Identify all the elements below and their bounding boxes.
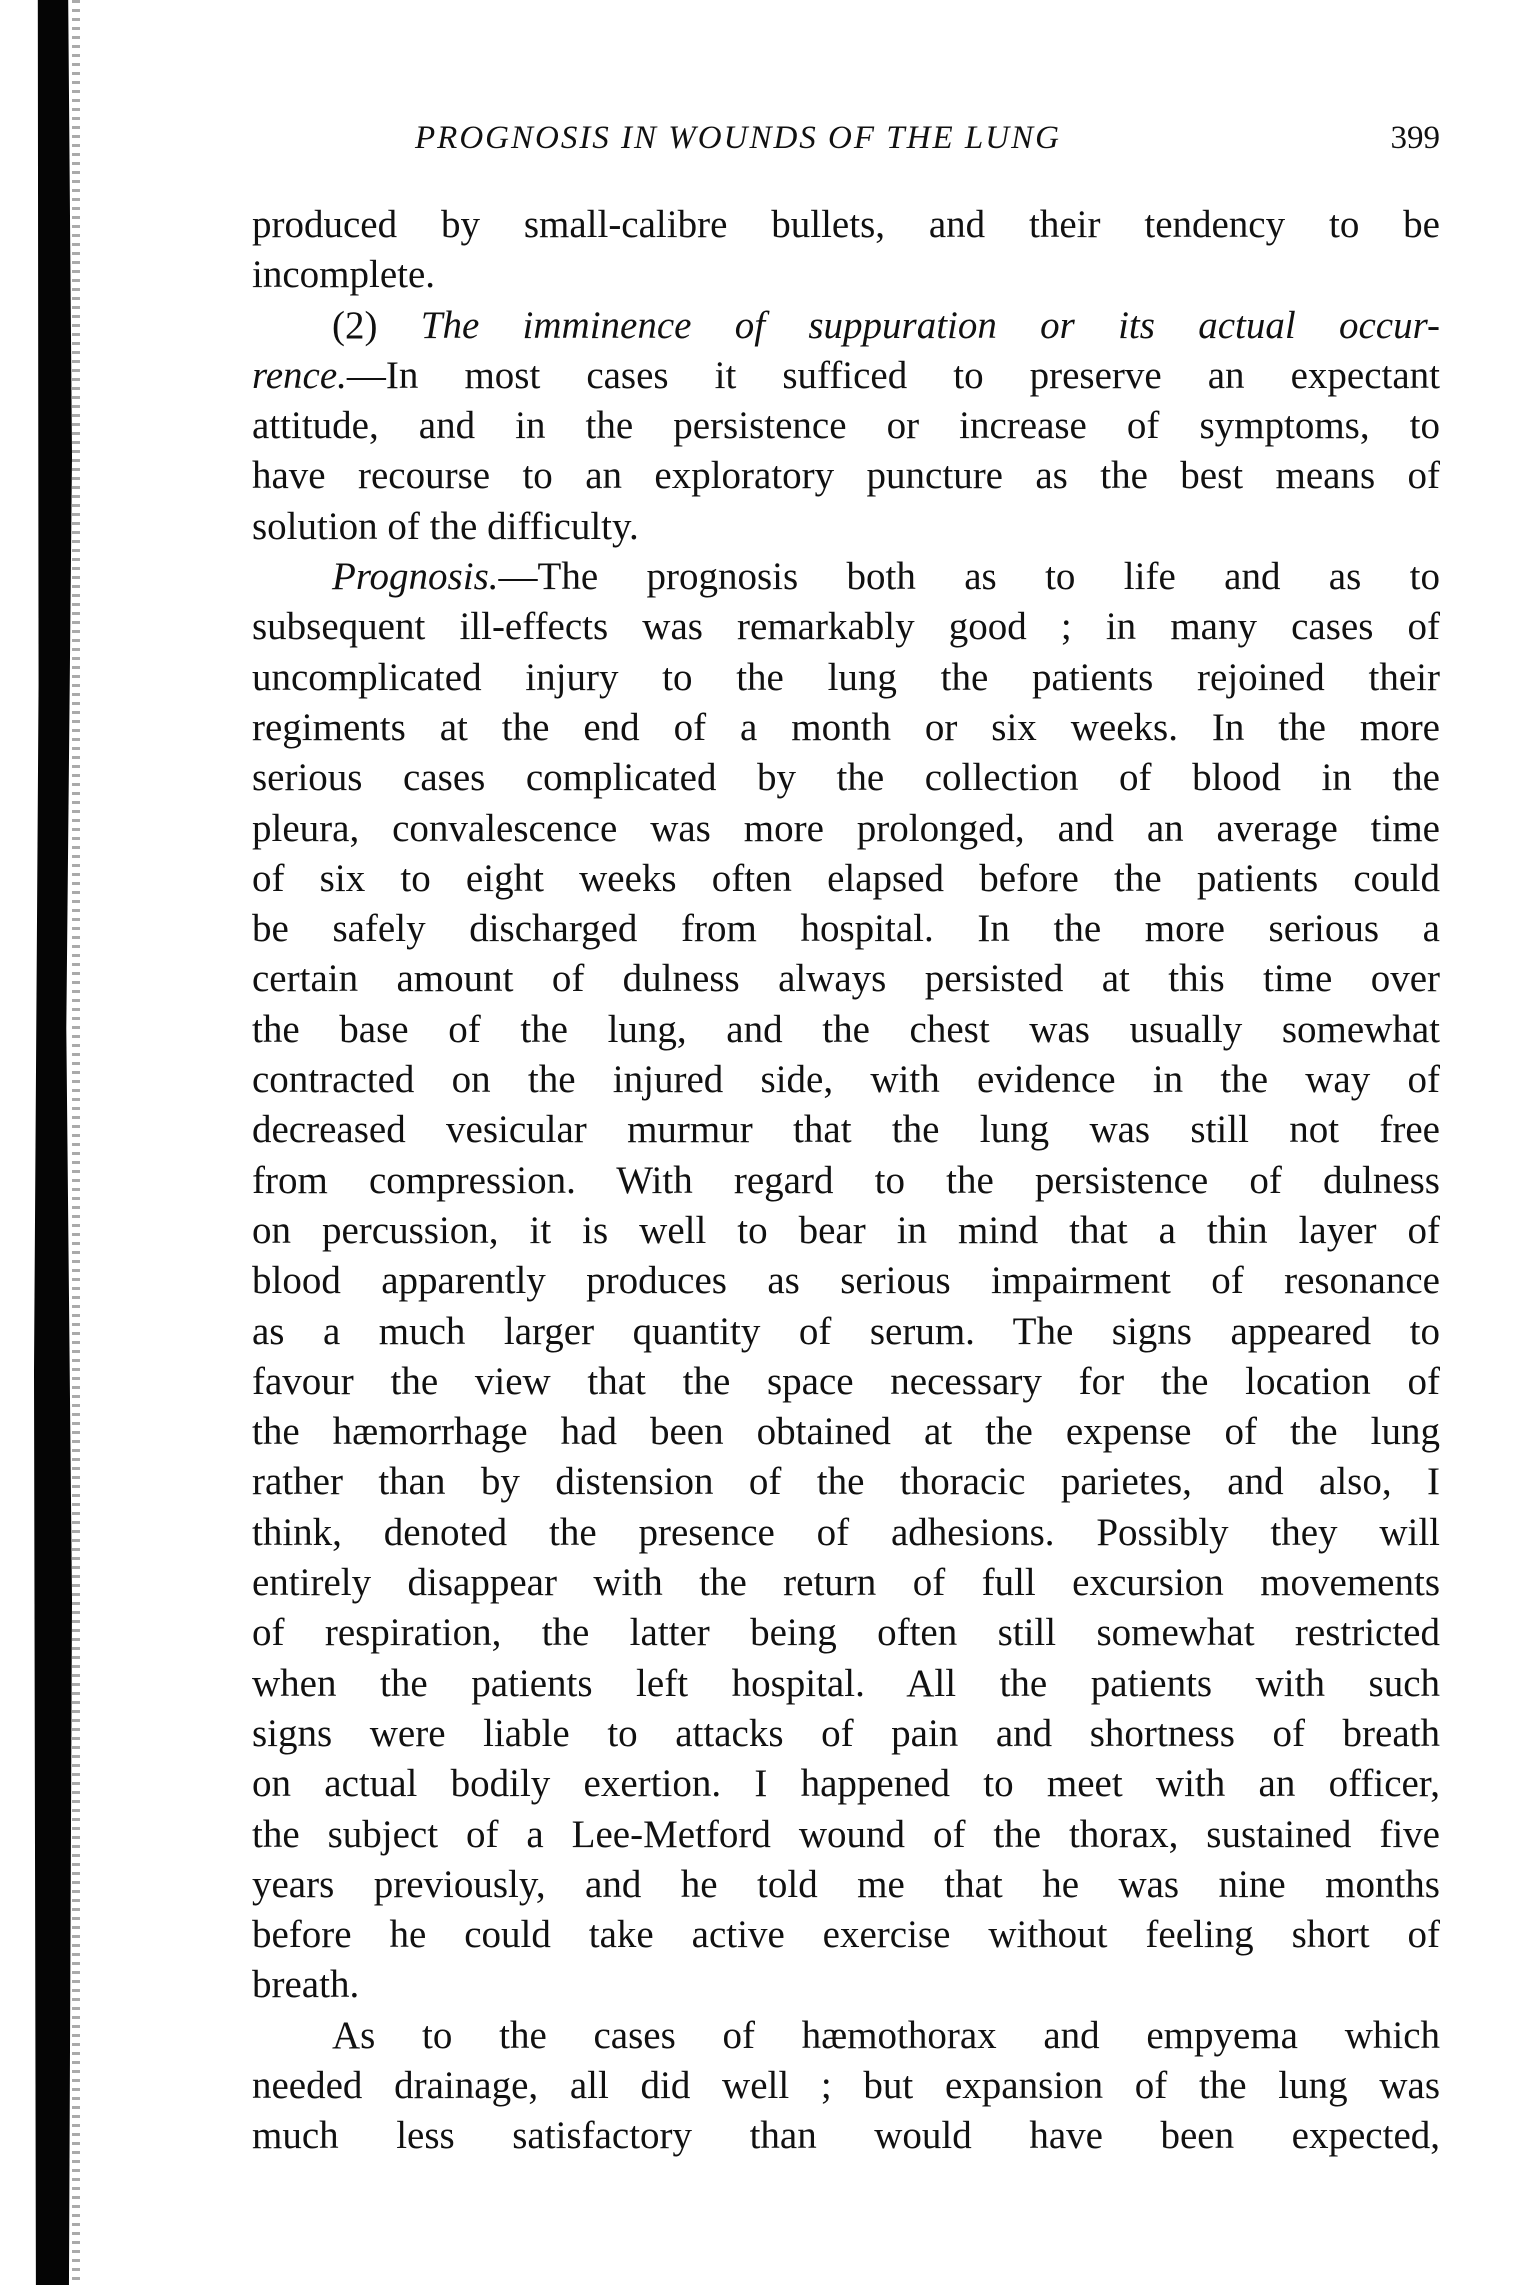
text-line — [252, 1608, 1440, 1658]
text-run: entirely disappear with the return of full excursion movements — [252, 1561, 1440, 1605]
text-run: the subject of a Lee-Metford wound of the thorax, sustained five — [252, 1812, 1440, 1856]
text-run: certain amount of dulness always persisted at this time over — [252, 957, 1440, 1001]
text-line — [252, 250, 1440, 300]
text-run: from compression. With regard to the persistence of dulness — [252, 1158, 1440, 1202]
text-line — [252, 854, 1440, 904]
text-line — [252, 1256, 1440, 1306]
text-line — [252, 1307, 1440, 1357]
running-title: PROGNOSIS IN WOUNDS OF THE LUNG — [415, 120, 1061, 156]
italic-text: Prognosis. — [332, 555, 499, 599]
text-run: on actual bodily exertion. I happened to meet with an officer, — [252, 1762, 1440, 1806]
text-run: rather than by distension of the thoracic parietes, and also, I — [252, 1460, 1440, 1504]
text-line — [252, 2111, 1440, 2161]
text-line — [252, 1105, 1440, 1155]
text-run: breath. — [252, 1963, 360, 2007]
text-run: as a much larger quantity of serum. The signs appeared to — [252, 1309, 1440, 1353]
text-run: solution of the difficulty. — [252, 504, 639, 548]
body-text — [252, 200, 1440, 2162]
text-run: (2) — [332, 303, 421, 347]
text-run: favour the view that the space necessary for the location of — [252, 1359, 1440, 1403]
text-run: the hæmorrhage had been obtained at the expense of the lung — [252, 1410, 1440, 1454]
text-run: years previously, and he told me that he was nine months — [252, 1862, 1440, 1906]
text-line — [252, 401, 1440, 451]
text-line — [252, 1860, 1440, 1910]
text-run: pleura, convalescence was more prolonged, and an average time — [252, 806, 1440, 850]
text-run: before he could take active exercise without feeling short of — [252, 1913, 1440, 1957]
text-line — [252, 1659, 1440, 1709]
text-run: —In most cases it sufficed to preserve an expectant — [346, 353, 1440, 397]
text-run: think, denoted the presence of adhesions. Possibly they will — [252, 1510, 1440, 1554]
text-run: the base of the lung, and the chest was usually somewhat — [252, 1007, 1440, 1051]
text-line — [252, 1407, 1440, 1457]
text-run: decreased vesicular murmur that the lung was still not free — [252, 1108, 1440, 1152]
text-run: serious cases complicated by the collection of blood in the — [252, 756, 1440, 800]
text-run: blood apparently produces as serious impairment of resonance — [252, 1259, 1440, 1303]
text-run: incomplete. — [252, 253, 436, 297]
text-line — [252, 1457, 1440, 1507]
text-line — [252, 904, 1440, 954]
running-header — [415, 120, 1440, 164]
scan-binding-shadow — [34, 0, 72, 2285]
text-run: subsequent ill-effects was remarkably good ; in many cases of — [252, 605, 1440, 649]
text-line — [252, 552, 1440, 602]
text-line — [252, 753, 1440, 803]
text-run: regiments at the end of a month or six weeks. In the more — [252, 705, 1440, 749]
text-line — [252, 502, 1440, 552]
scan-binding-edge — [72, 0, 80, 2285]
text-line — [252, 1055, 1440, 1105]
text-run: when the patients left hospital. All the patients with such — [252, 1661, 1440, 1705]
text-line — [252, 1156, 1440, 1206]
text-line — [252, 1005, 1440, 1055]
text-line — [252, 1759, 1440, 1809]
text-run: signs were liable to attacks of pain and shortness of breath — [252, 1711, 1440, 1755]
text-line — [252, 1960, 1440, 2010]
text-run: of respiration, the latter being often still somewhat restricted — [252, 1611, 1440, 1655]
text-line — [252, 602, 1440, 652]
text-run: As to the cases of hæmothorax and empyema which — [332, 2013, 1440, 2057]
text-line — [252, 653, 1440, 703]
text-run: uncomplicated injury to the lung the patients rejoined their — [252, 655, 1440, 699]
text-line — [252, 703, 1440, 753]
text-line — [252, 1508, 1440, 1558]
text-run: on percussion, it is well to bear in mind that a thin layer of — [252, 1208, 1440, 1252]
text-run: of six to eight weeks often elapsed before the patients could — [252, 856, 1440, 900]
text-line — [252, 1206, 1440, 1256]
text-line — [252, 200, 1440, 250]
text-run: much less satisfactory than would have been expected, — [252, 2114, 1440, 2158]
text-line — [252, 451, 1440, 501]
italic-text: rence. — [252, 353, 347, 397]
text-run: attitude, and in the persistence or increase of symptoms, to — [252, 404, 1440, 448]
text-line — [252, 2011, 1440, 2061]
text-line — [252, 804, 1440, 854]
text-line — [252, 1810, 1440, 1860]
page-number: 399 — [1390, 120, 1440, 156]
text-run: needed drainage, all did well ; but expansion of the lung was — [252, 2063, 1440, 2107]
text-line — [252, 351, 1440, 401]
text-run: contracted on the injured side, with evidence in the way of — [252, 1058, 1440, 1102]
text-line — [252, 1910, 1440, 1960]
text-run: be safely discharged from hospital. In the more serious a — [252, 907, 1440, 951]
text-line — [252, 1357, 1440, 1407]
text-line — [252, 1558, 1440, 1608]
italic-text: The imminence of suppuration or its actual occur- — [420, 303, 1440, 347]
text-run: have recourse to an exploratory puncture as the best means of — [252, 454, 1440, 498]
text-line — [252, 954, 1440, 1004]
text-line — [252, 301, 1440, 351]
text-line — [252, 2061, 1440, 2111]
text-line — [252, 1709, 1440, 1759]
text-run: produced by small-calibre bullets, and their tendency to be — [252, 203, 1440, 246]
text-run: —The prognosis both as to life and as to — [498, 555, 1440, 599]
